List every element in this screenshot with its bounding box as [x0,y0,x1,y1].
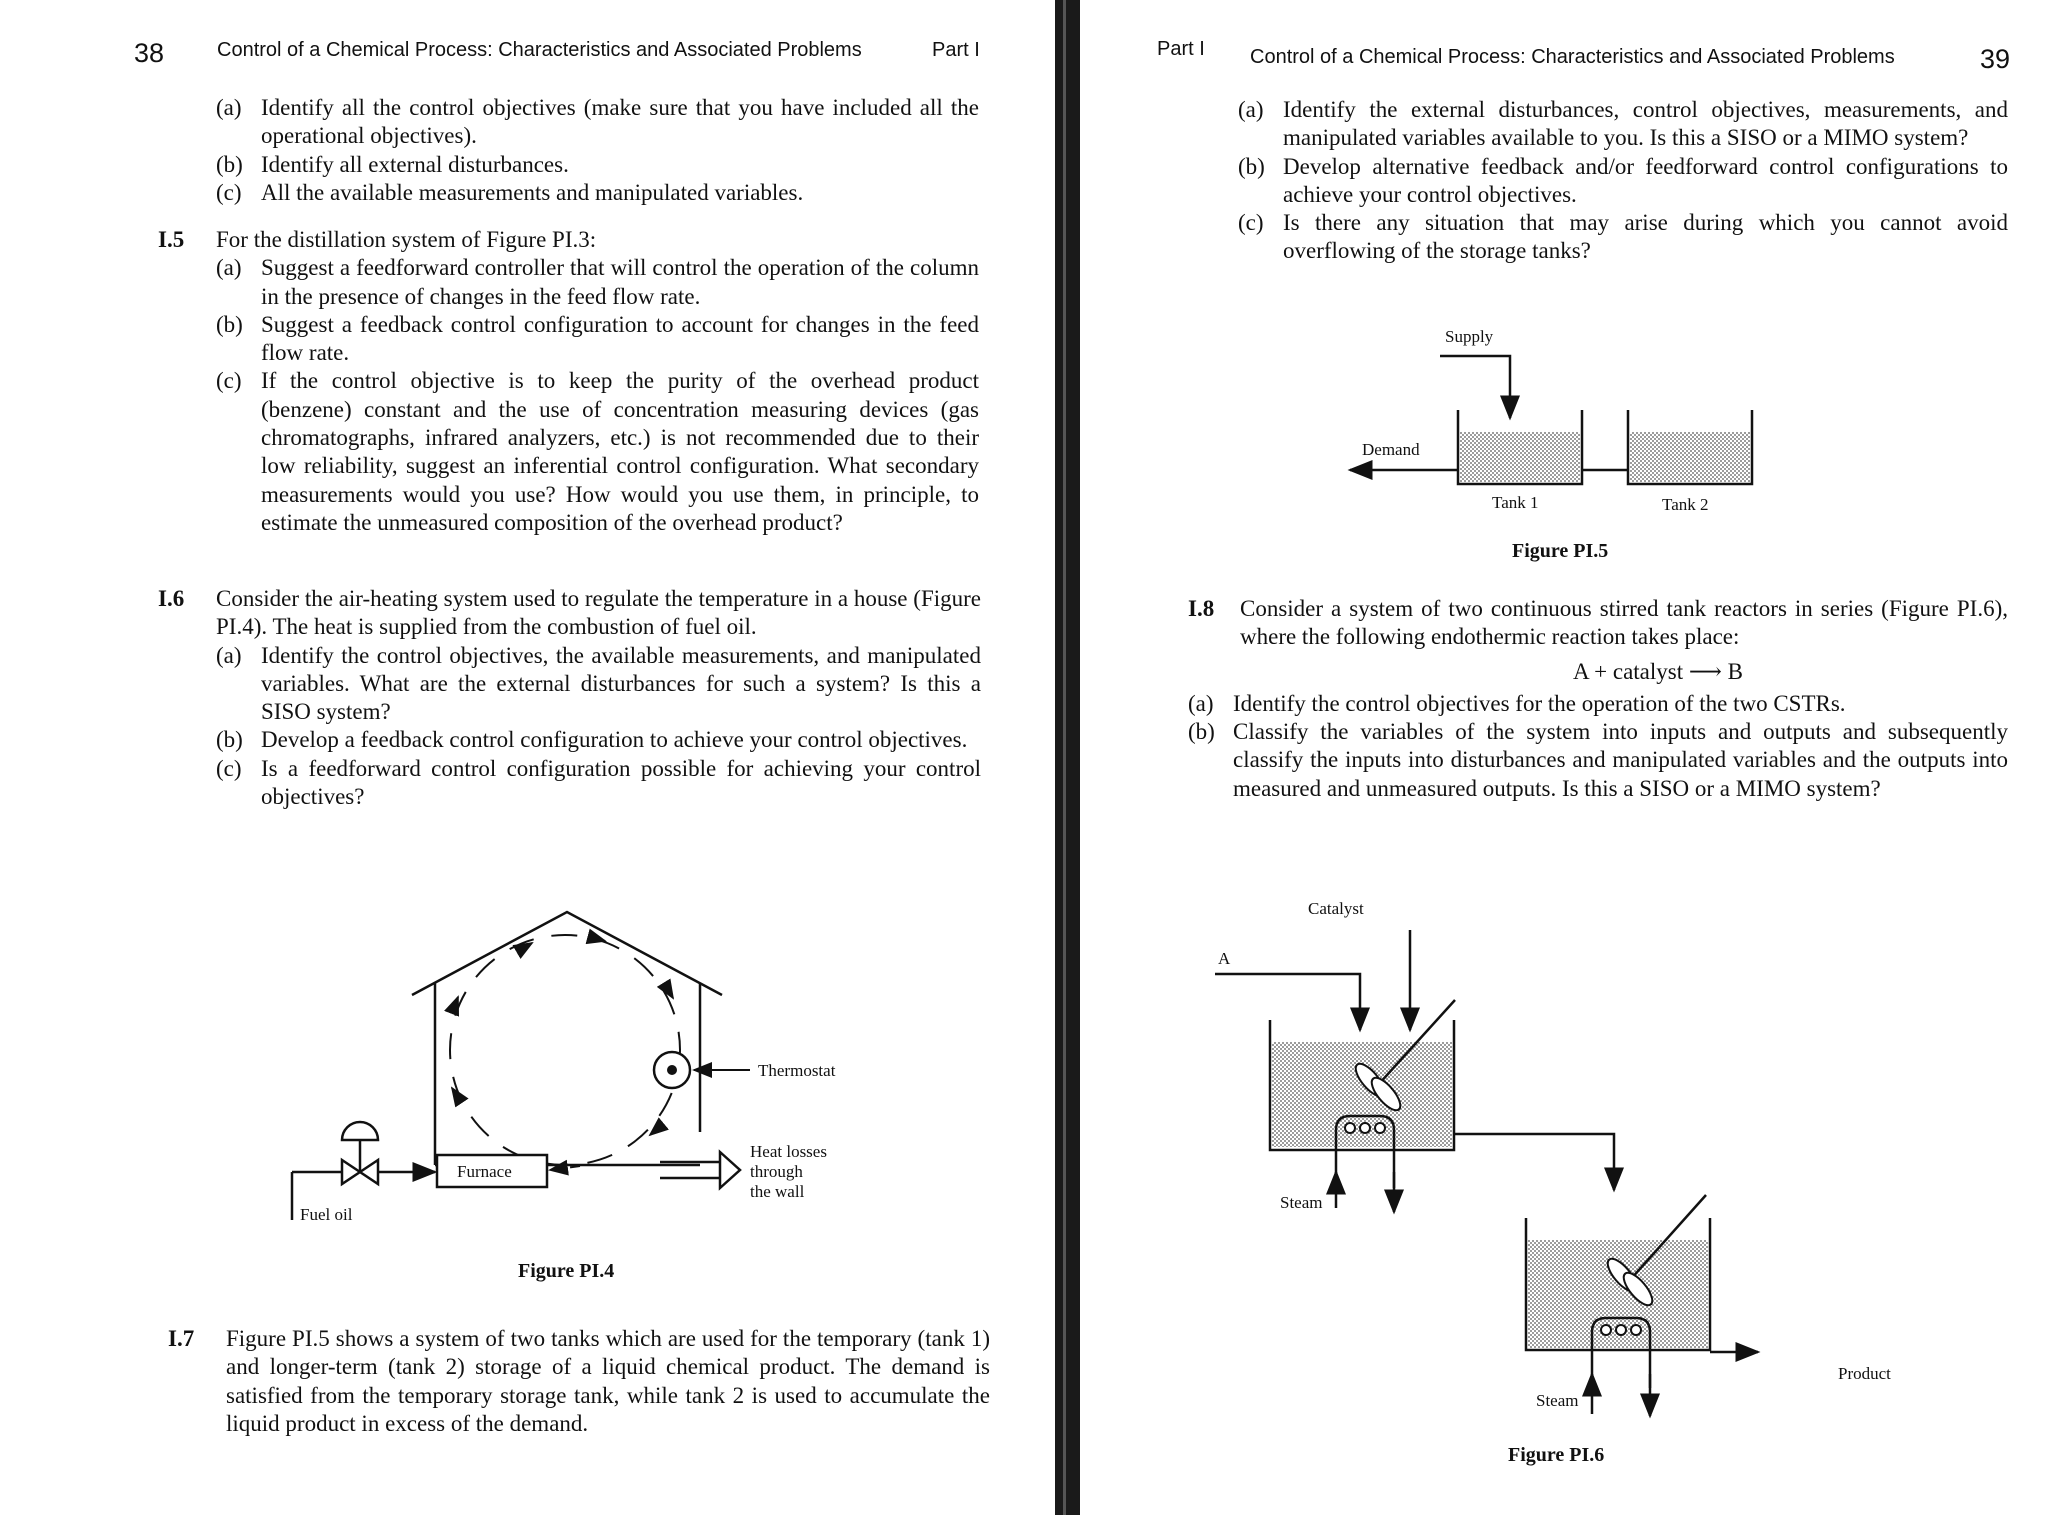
reaction-equation: A + catalyst ⟶ B [1573,658,1743,684]
fuel-oil-label: Fuel oil [300,1205,353,1224]
question-stem: I.7 Figure PI.5 shows a system of two tanks which are used for the temporary (tank 1) and longer-term (tank 2) storage of a liquid chemical product. The demand is satisfied from the temporary storage tank, while tank 2 is used to accumulate the liquid product in excess of the demand. [168,1326,990,1436]
thermostat-label: Thermostat [758,1061,836,1080]
air-circulation [450,935,680,1165]
figure-pi6-caption: Figure PI.6 [1508,1444,1605,1466]
book-gutter [1055,0,1080,1515]
question-stem: I.6 Consider the air-heating system used to regulate the temperature in a house (Figure PI.4). The heat is supplied from the combustion of fuel oil. [158,586,981,640]
tank1-liquid [1460,432,1580,482]
catalyst-label: Catalyst [1308,899,1364,918]
list-item: (c) If the control objective is to keep the purity of the overhead product (benzene) constant and the use of concentration measuring devices (gas chromatographs, infrared analyzers, etc.) is not recommended due to their low reliability, suggest an inferential control configuration. What secondary measurements would you use? How would you use them, in principle, to estimate the unmeasured composition of the overhead product? [216,368,979,535]
tank2-label: Tank 2 [1662,495,1709,514]
steam-label-1: Steam [1280,1193,1323,1212]
list-item: (b) Identify all external disturbances. [216,151,569,177]
question-stem: I.5 For the distillation system of Figure PI.3: [158,227,597,252]
heat-loss-arrow [720,1152,740,1188]
question-i8 [1188,595,2008,803]
house-roof [412,912,722,995]
list-item: (c) All the available measurements and manipulated variables. [216,179,804,205]
running-title-right: Control of a Chemical Process: Characteristics and Associated Problems [1250,46,1895,68]
svg-text:the wall: the wall [750,1182,805,1201]
continued-items-left [216,94,979,207]
demand-label: Demand [1362,440,1420,459]
heat-losses-label: Heat losses [750,1142,827,1161]
supply-label: Supply [1445,327,1494,346]
list-item: (a) Identify the external disturbances, control objectives, measurements, and manipulated variables available to you. Is this a SISO or a MIMO system? [1238,97,2008,151]
question-i5 [158,226,979,537]
question-i6 [158,585,981,811]
tank2-liquid [1630,432,1750,482]
question-stem: I.8 Consider a system of two continuous stirred tank reactors in series (Figure PI.6), where the following endothermic reaction takes place: [1188,596,2008,650]
figure-pi6-diagram [1210,890,1770,1430]
part-label-right: Part I [1157,38,1205,60]
control-valve-icon [342,1160,360,1184]
list-item: (b) Classify the variables of the system into inputs and outputs and subsequently classify the inputs into disturbances and manipulated variables and the outputs into measured and unmeasured outputs. Is this a SISO or a MIMO system? [1188,719,2008,801]
list-item: (b) Develop alternative feedback and/or feedforward control configurations to achieve your control objectives. [1238,153,2008,207]
list-item: (a) Identify the control objectives, the available measurements, and manipulated variables. What are the external disturbances for such a system? Is this a SISO system? [216,642,981,725]
figure-pi5-diagram [1340,320,1860,520]
tank1-label: Tank 1 [1492,493,1539,512]
list-item: (a) Identify the control objectives for the operation of the two CSTRs. [1188,690,1846,716]
list-item: (b) Develop a feedback control configuration to achieve your control objectives. [216,727,968,753]
figure-pi4-diagram [280,900,860,1250]
list-item: (a) Suggest a feedforward controller that will control the operation of the column in the presence of changes in the feed flow rate. [216,255,979,309]
page-number-left: 38 [134,38,165,68]
list-item: (b) Suggest a feedback control configuration to account for changes in the feed flow rate. [216,311,979,366]
list-item: (c) Is there any situation that may arise during which you cannot avoid overflowing of the storage tanks? [1238,210,2008,264]
page-number-right: 39 [1980,44,2011,74]
right-page [1080,0,2048,1515]
svg-text:through: through [750,1162,803,1181]
furnace-label: Furnace [457,1162,512,1181]
feed-a-label: A [1218,949,1231,968]
figure-pi4-caption: Figure PI.4 [518,1260,615,1282]
part-label-left: Part I [932,39,980,61]
continued-items-right [1238,96,2008,266]
product-label: Product [1838,1364,1891,1383]
running-title-left: Control of a Chemical Process: Characteristics and Associated Problems [217,39,862,61]
steam-label-2: Steam [1536,1391,1579,1410]
list-item: (c) Is a feedforward control configuration possible for achieving your control objectives? [216,755,981,810]
question-i7 [168,1325,990,1438]
figure-pi5-caption: Figure PI.5 [1512,540,1609,562]
list-item: (a) Identify all the control objectives (make sure that you have included all the operational objectives). [216,95,979,149]
